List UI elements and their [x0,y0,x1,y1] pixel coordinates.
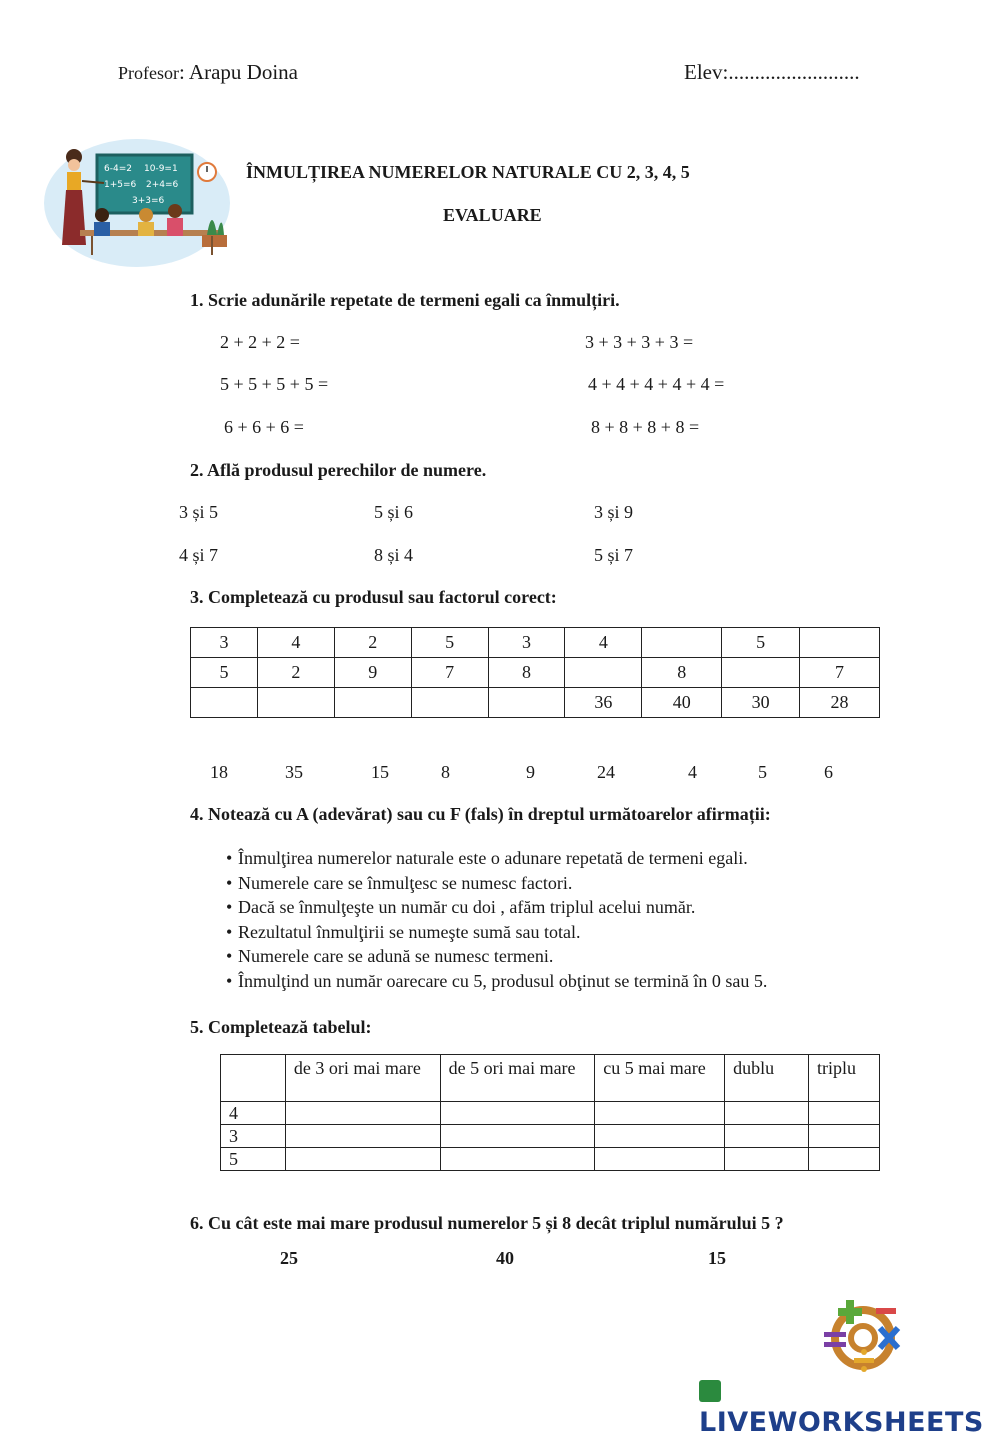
table-cell[interactable] [334,688,411,718]
table-cell[interactable]: 5 [411,628,488,658]
bullet-icon: • [226,897,233,918]
bullet-icon: • [226,872,233,893]
brand-name: LIVEWORKSHEETS [699,1407,984,1438]
brand-logo[interactable] [699,1376,1000,1438]
column-header [221,1055,286,1102]
answer-option[interactable]: 18 [210,762,228,782]
answer-cell[interactable] [285,1125,440,1148]
table-cell[interactable] [257,688,334,718]
table-cell[interactable]: 30 [722,688,800,718]
table-cell[interactable]: 4 [257,628,334,658]
ex2-pair[interactable]: 5 și 7 [594,545,634,565]
table-cell[interactable] [565,658,642,688]
board-text: 1+5=6 [104,180,137,190]
completion-table [220,1054,880,1171]
table-cell[interactable]: 9 [334,658,411,688]
table-cell[interactable]: 4 [565,628,642,658]
table-cell[interactable]: 2 [257,658,334,688]
bullet-icon: • [226,921,233,942]
answer-option[interactable]: 4 [688,762,697,782]
table-row [221,1102,880,1125]
table-cell[interactable]: 3 [488,628,565,658]
ex2-pair[interactable]: 4 și 7 [179,545,219,565]
board-text: 3+3=6 [132,196,165,206]
answer-option[interactable]: 6 [824,762,833,782]
row-number: 4 [221,1102,286,1125]
exercise-6-heading: 6. Cu cât este mai mare produsul numerelor 5 și 8 decât triplul numărului 5 ? [190,1213,784,1233]
ex2-pair[interactable]: 3 și 5 [179,502,219,522]
column-header: cu 5 mai mare [595,1055,725,1102]
answer-cell[interactable] [809,1125,880,1148]
math-symbols-icon [818,1296,908,1376]
table-cell[interactable] [800,628,880,658]
table-row [221,1125,880,1148]
answer-cell[interactable] [725,1148,809,1171]
column-header: de 5 ori mai mare [440,1055,595,1102]
statement-text: Rezultatul înmulţirii se numeşte sumă sau total. [238,921,581,942]
ex2-pair[interactable]: 5 și 6 [374,502,414,522]
exercise-3-heading: 3. Completează cu produsul sau factorul corect: [190,587,557,607]
answer-cell[interactable] [440,1125,595,1148]
teacher-label: Profesor [118,63,179,83]
answer-option[interactable]: 24 [597,762,615,782]
column-header: dublu [725,1055,809,1102]
table-cell[interactable]: 5 [722,628,800,658]
ex2-pair[interactable]: 8 și 4 [374,545,414,565]
ex1-item[interactable]: 2 + 2 + 2 = [220,332,300,352]
table-cell[interactable]: 36 [565,688,642,718]
exercise-4-heading: 4. Notează cu A (adevărat) sau cu F (fals) în dreptul următoarelor afirmații: [190,804,771,824]
table-row [221,1148,880,1171]
exercise-2-heading: 2. Află produsul perechilor de numere. [190,460,487,480]
statement-item[interactable] [226,871,767,896]
worksheet-subtitle: EVALUARE [443,205,542,225]
statement-item[interactable] [226,920,767,945]
answer-cell[interactable] [595,1125,725,1148]
ex1-item[interactable]: 3 + 3 + 3 + 3 = [585,332,694,352]
ex1-item[interactable]: 8 + 8 + 8 + 8 = [591,417,700,437]
answer-option[interactable]: 15 [708,1248,726,1268]
table-cell[interactable]: 8 [642,658,722,688]
table-cell[interactable]: 2 [334,628,411,658]
table-cell[interactable]: 7 [411,658,488,688]
answer-option[interactable]: 5 [758,762,767,782]
statement-text: Înmulţirea numerelor naturale este o adunare repetată de termeni egali. [238,848,748,868]
statement-item[interactable] [226,895,767,920]
board-text: 6-4=2 [104,164,132,174]
table-cell[interactable] [642,628,722,658]
table-cell[interactable]: 3 [191,628,258,658]
worksheet-title: ÎNMULȚIREA NUMERELOR NATURALE CU 2, 3, 4, 5 [246,162,690,182]
statement-text: Numerele care se înmulţesc se numesc factori. [238,872,573,893]
table-cell[interactable]: 5 [191,658,258,688]
ex1-item[interactable]: 6 + 6 + 6 = [224,417,304,437]
answer-cell[interactable] [595,1148,725,1171]
answer-option[interactable]: 40 [496,1248,514,1268]
statement-text: Numerele care se adună se numesc termeni. [238,946,554,967]
table-cell[interactable]: 28 [800,688,880,718]
answer-cell[interactable] [725,1125,809,1148]
student-line: Elev:......................... [684,60,860,84]
true-false-list [226,846,767,994]
answer-cell[interactable] [440,1102,595,1125]
bullet-icon: • [226,848,233,868]
answer-option[interactable]: 15 [371,762,389,782]
table-header-row [221,1055,880,1102]
ex1-item[interactable]: 5 + 5 + 5 + 5 = [220,374,329,394]
table-cell[interactable]: 7 [800,658,880,688]
ex1-item[interactable]: 4 + 4 + 4 + 4 + 4 = [588,374,725,394]
statement-text: Înmulţind un număr oarecare cu 5, produsul obţinut se termină în 0 sau 5. [238,970,768,991]
answer-cell[interactable] [595,1102,725,1125]
exercise-5-heading: 5. Completează tabelul: [190,1017,372,1037]
statement-item[interactable] [226,969,767,994]
bullet-icon: • [226,970,233,991]
exercise-1-heading: 1. Scrie adunările repetate de termeni egali ca înmulțiri. [190,290,620,310]
answer-cell[interactable] [440,1148,595,1171]
statement-text: Dacă se înmulţeşte un număr cu doi , afăm triplul acelui număr. [238,897,696,918]
table-cell[interactable] [411,688,488,718]
column-header: de 3 ori mai mare [285,1055,440,1102]
table-cell[interactable] [488,688,565,718]
liveworksheets-icon [699,1380,721,1402]
answer-option[interactable]: 8 [441,762,450,782]
answer-option[interactable]: 9 [526,762,535,782]
factor-row-1 [191,628,880,658]
table-cell[interactable]: 8 [488,658,565,688]
table-cell[interactable] [191,688,258,718]
row-number: 3 [221,1125,286,1148]
bullet-icon: • [226,946,233,967]
teacher-line [118,60,298,85]
answer-cell[interactable] [809,1102,880,1125]
answer-cell[interactable] [285,1102,440,1125]
teacher-name: : Arapu Doina [179,60,298,84]
product-row [191,688,880,718]
answer-cell[interactable] [809,1148,880,1171]
answer-option[interactable]: 35 [285,762,303,782]
board-text: 10-9=1 [144,164,178,174]
board-text: 2+4=6 [146,180,179,190]
answer-cell[interactable] [285,1148,440,1171]
factor-row-2 [191,658,880,688]
answer-cell[interactable] [725,1102,809,1125]
row-number: 5 [221,1148,286,1171]
answer-option[interactable]: 25 [280,1248,298,1268]
statement-item[interactable] [226,944,767,969]
factor-product-table [190,627,880,718]
ex2-pair[interactable]: 3 și 9 [594,502,634,522]
table-cell[interactable]: 40 [642,688,722,718]
statement-item[interactable] [226,846,767,871]
table-cell[interactable] [722,658,800,688]
classroom-illustration [42,135,232,270]
column-header: triplu [809,1055,880,1102]
